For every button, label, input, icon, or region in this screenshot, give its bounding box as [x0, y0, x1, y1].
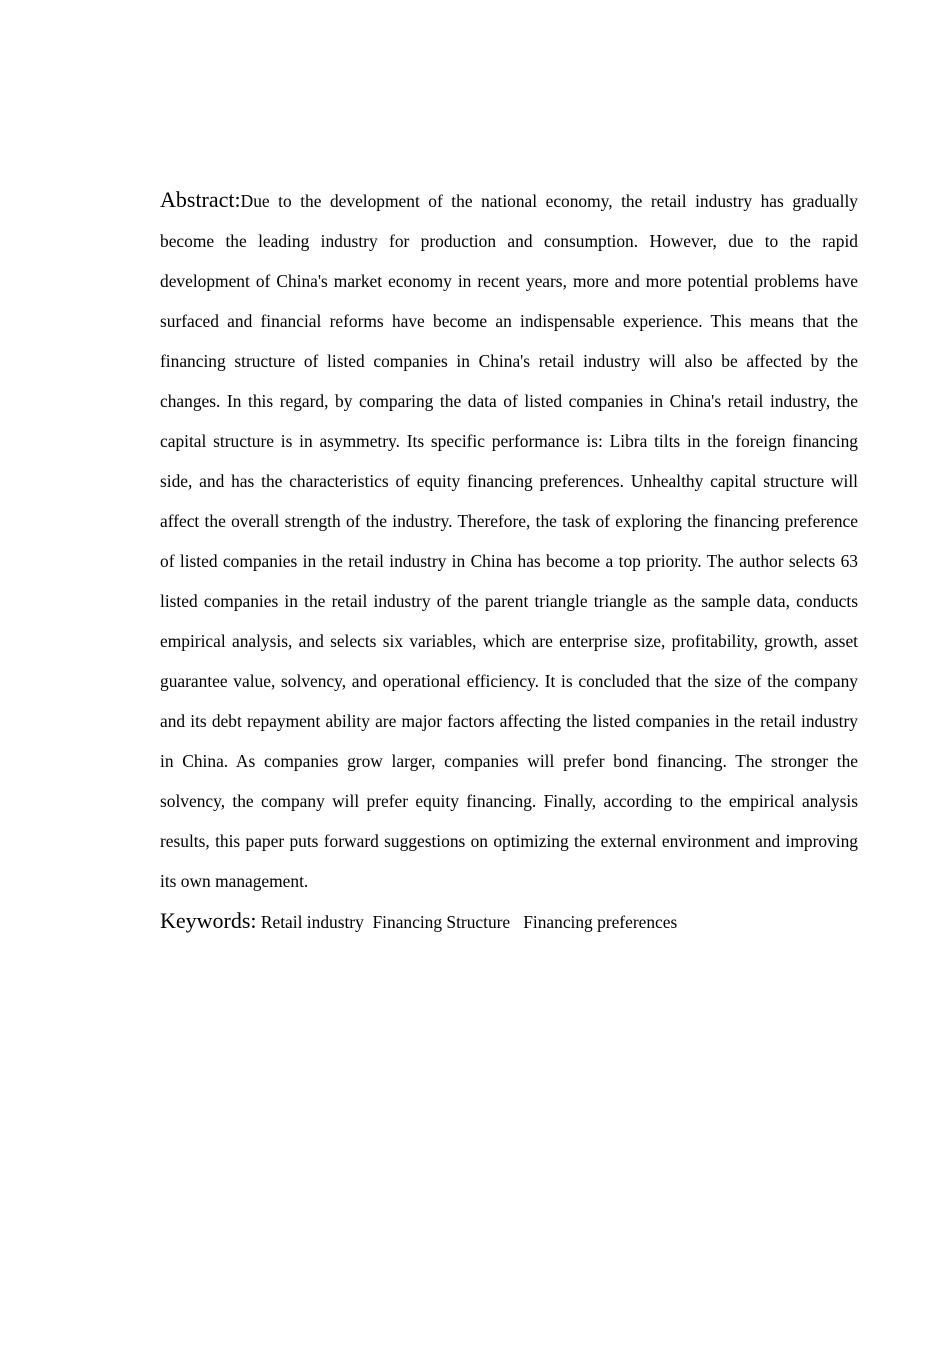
keywords-label: Keywords:	[160, 908, 257, 933]
abstract-label: Abstract:	[160, 187, 241, 212]
keywords-line	[160, 901, 858, 942]
keyword-item: Retail industry	[260, 912, 364, 932]
document-page	[160, 180, 858, 942]
abstract-paragraph	[160, 180, 858, 901]
abstract-text: Due to the development of the national economy, the retail industry has gradually become the leading industry for production and consumption. However, due to the rapid development of China's market economy in recent years, more and more potential problems have surfaced and financial reforms have become an indispensable experience. This means that the financing structure of listed companies in China's retail industry will also be affected by the changes. In this regard, by comparing the data of listed companies in China's retail industry, the capital structure is in asymmetry. Its specific performance is: Libra tilts in the foreign financing side, and has the characteristics of equity financing preferences. Unhealthy capital structure will affect the overall strength of the industry. Therefore, the task of exploring the financing preference of listed companies in the retail industry in China has become a top priority. The author selects 63 listed companies in the retail industry of the parent triangle triangle as the sample data, conducts empirical analysis, and selects six variables, which are enterprise size, profitability, growth, asset guarantee value, solvency, and operational efficiency. It is concluded that the size of the company and its debt repayment ability are major factors affecting the listed companies in the retail industry in China. As companies grow larger, companies will prefer bond financing. The stronger the solvency, the company will prefer equity financing. Finally, according to the empirical analysis results, this paper puts forward suggestions on optimizing the external environment and improving its own management.	[160, 191, 858, 891]
keyword-item: Financing preferences	[523, 912, 678, 932]
keyword-item: Financing Structure	[372, 912, 511, 932]
